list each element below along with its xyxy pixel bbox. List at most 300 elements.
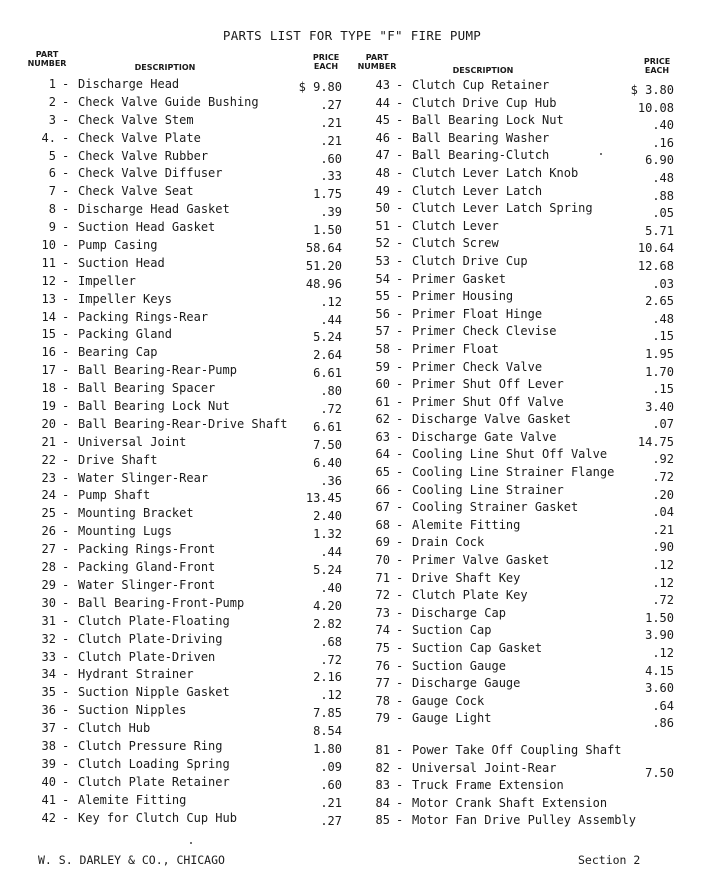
- part-price: 2.82: [313, 616, 342, 631]
- separator-dash: -: [62, 542, 70, 557]
- separator-dash: -: [62, 685, 70, 700]
- part-row: [20, 380, 350, 398]
- separator-dash: -: [62, 363, 70, 378]
- part-description: Clutch Plate Key: [412, 588, 528, 603]
- part-price: 1.50: [645, 610, 674, 625]
- part-description: Drive Shaft Key: [412, 570, 521, 585]
- part-price: .12: [652, 646, 674, 660]
- part-row: [20, 487, 350, 505]
- part-description: Primer Gasket: [412, 271, 506, 286]
- part-row: [20, 738, 350, 756]
- part-row: [20, 774, 350, 792]
- separator-dash: -: [62, 309, 70, 324]
- part-description: Check Valve Rubber: [78, 148, 209, 163]
- part-description: Discharge Gate Valve: [412, 429, 557, 444]
- part-number: 28: [41, 560, 56, 575]
- part-row: [368, 147, 680, 168]
- part-price: .12: [652, 558, 674, 573]
- separator-dash: -: [396, 148, 404, 163]
- part-row: [368, 587, 680, 608]
- separator-dash: -: [62, 577, 70, 592]
- part-description: Primer Check Valve: [412, 359, 543, 374]
- part-price: .48: [652, 170, 674, 185]
- part-price: .72: [652, 593, 674, 608]
- part-number: 30: [41, 595, 56, 610]
- separator-dash: -: [62, 649, 70, 664]
- separator-dash: -: [396, 377, 404, 392]
- part-row: [368, 271, 680, 289]
- part-row: [368, 253, 680, 271]
- part-price: 6.90: [645, 153, 674, 168]
- separator-dash: -: [62, 434, 70, 449]
- separator-dash: -: [62, 130, 70, 145]
- separator-dash: -: [62, 613, 70, 628]
- part-number: 52: [375, 236, 390, 251]
- part-row: [20, 666, 350, 684]
- part-price: 2.64: [313, 348, 342, 363]
- part-number: 18: [41, 381, 56, 396]
- part-price: .44: [320, 312, 342, 327]
- part-number: 85: [375, 813, 390, 828]
- part-number: 25: [41, 506, 56, 521]
- part-row: [368, 112, 680, 133]
- part-description: Packing Gland: [78, 327, 172, 342]
- separator-dash: -: [62, 166, 70, 181]
- part-description: Clutch Plate-Driving: [78, 631, 223, 646]
- part-description: Ball Bearing-Rear-Drive Shaft: [78, 416, 288, 431]
- part-number: 55: [375, 289, 390, 304]
- part-description: Water Slinger-Rear: [78, 470, 209, 485]
- part-number: 56: [375, 306, 390, 321]
- separator-dash: -: [62, 774, 70, 789]
- price-header-right: PRICE EACH: [643, 57, 671, 75]
- separator-dash: -: [62, 291, 70, 306]
- separator-dash: -: [62, 470, 70, 485]
- part-row: [368, 411, 680, 432]
- separator-dash: -: [396, 306, 404, 321]
- part-description: Clutch Cup Retainer: [412, 78, 550, 92]
- part-number: 48: [375, 165, 390, 180]
- part-price: .15: [652, 329, 674, 344]
- separator-dash: -: [396, 253, 404, 268]
- separator-dash: -: [396, 183, 404, 198]
- part-description: Clutch Plate-Driven: [78, 649, 216, 664]
- part-description: Key for Clutch Cup Hub: [78, 810, 237, 825]
- separator-dash: -: [396, 447, 404, 462]
- part-row: [368, 570, 680, 588]
- part-row: [20, 94, 350, 112]
- separator-dash: -: [62, 810, 70, 825]
- part-description: Check Valve Diffuser: [78, 166, 223, 181]
- part-description: Discharge Head: [78, 77, 180, 91]
- separator-dash: -: [62, 255, 70, 270]
- part-row: [368, 394, 680, 412]
- part-description: Check Valve Plate: [78, 130, 201, 145]
- part-description: Primer Housing: [412, 289, 514, 304]
- part-description: Packing Rings-Front: [78, 542, 216, 557]
- part-row: [20, 76, 350, 94]
- part-description: Impeller: [78, 273, 136, 288]
- separator-dash: -: [396, 201, 404, 216]
- separator-dash: -: [62, 631, 70, 646]
- part-number: 75: [375, 641, 390, 655]
- part-price: 3.40: [645, 399, 674, 414]
- part-price: 1.50: [313, 223, 342, 238]
- separator-dash: -: [62, 792, 70, 807]
- part-row: [368, 341, 680, 359]
- part-description: Discharge Head Gasket: [78, 202, 230, 217]
- part-row: [20, 810, 350, 828]
- footer-section: Section 2: [578, 853, 641, 867]
- part-description: Alemite Fitting: [412, 517, 521, 532]
- part-price: 4.15: [645, 663, 674, 678]
- part-row: [20, 416, 350, 434]
- part-number: 3: [48, 112, 56, 127]
- separator-dash: -: [396, 78, 404, 92]
- part-price: .40: [652, 118, 674, 133]
- ink-speck: [190, 842, 192, 844]
- separator-dash: -: [396, 742, 404, 757]
- part-row: [368, 288, 680, 309]
- part-price: .21: [320, 133, 342, 148]
- part-description: Primer Check Clevise: [412, 324, 557, 339]
- part-row: [20, 183, 350, 201]
- part-number: 8: [48, 202, 56, 217]
- part-price: 13.45: [305, 491, 342, 506]
- part-description: Clutch Pressure Ring: [78, 738, 223, 753]
- part-price: .72: [320, 652, 342, 667]
- part-price: .07: [652, 417, 674, 432]
- part-row: [368, 812, 680, 830]
- part-description: Impeller Keys: [78, 291, 172, 306]
- part-number-header-right: PART NUMBER: [357, 53, 397, 71]
- part-description: Suction Cap Gasket: [412, 641, 543, 655]
- part-row: [368, 376, 680, 397]
- separator-dash: -: [396, 623, 404, 638]
- part-number: 35: [41, 685, 56, 700]
- part-price: 7.50: [645, 765, 674, 780]
- part-row: [368, 95, 680, 113]
- separator-dash: -: [396, 676, 404, 691]
- part-description: Primer Float Hinge: [412, 306, 543, 321]
- part-number: 46: [375, 130, 390, 145]
- separator-dash: -: [396, 289, 404, 304]
- part-number: 53: [375, 253, 390, 268]
- part-number: 32: [41, 631, 56, 646]
- separator-dash: -: [62, 488, 70, 503]
- part-number: 72: [375, 588, 390, 603]
- part-number: 23: [41, 470, 56, 485]
- separator-dash: -: [396, 95, 404, 110]
- part-number: 71: [375, 570, 390, 585]
- part-price: .12: [320, 294, 342, 309]
- separator-dash: -: [396, 795, 404, 810]
- separator-dash: -: [396, 641, 404, 655]
- part-description: Clutch Plate Retainer: [78, 774, 230, 789]
- part-number: 37: [41, 721, 56, 736]
- separator-dash: -: [62, 738, 70, 753]
- part-number: 9: [48, 220, 56, 235]
- part-number: 60: [375, 377, 390, 392]
- separator-dash: -: [396, 271, 404, 286]
- part-row: [20, 505, 350, 523]
- part-price: .12: [320, 688, 342, 703]
- part-number: 20: [41, 416, 56, 431]
- part-row: [20, 684, 350, 702]
- separator-dash: -: [62, 202, 70, 217]
- part-row: [20, 595, 350, 613]
- part-description: Alemite Fitting: [78, 792, 187, 807]
- separator-dash: -: [396, 778, 404, 793]
- part-row: [20, 201, 350, 219]
- part-price: .36: [320, 473, 342, 488]
- part-row: [20, 720, 350, 738]
- page-title: PARTS LIST FOR TYPE "F" FIRE PUMP: [222, 28, 482, 43]
- part-description: Clutch Drive Cup: [412, 253, 528, 268]
- part-description: Ball Bearing-Rear-Pump: [78, 363, 237, 378]
- part-row: [20, 130, 350, 148]
- separator-dash: -: [396, 693, 404, 708]
- part-number: 79: [375, 711, 390, 726]
- part-number: 6: [48, 166, 56, 181]
- part-price: .60: [320, 777, 342, 792]
- part-row: [368, 742, 680, 760]
- separator-dash: -: [396, 553, 404, 568]
- part-number: 38: [41, 738, 56, 753]
- part-number: 7: [48, 184, 56, 199]
- part-price: .88: [652, 188, 674, 203]
- part-description: Hydrant Strainer: [78, 667, 194, 682]
- part-price: .92: [652, 452, 674, 467]
- part-description: Discharge Cap: [412, 605, 506, 620]
- part-row: [20, 631, 350, 649]
- part-row: [20, 559, 350, 577]
- separator-dash: -: [396, 341, 404, 356]
- part-price: .21: [652, 522, 674, 537]
- part-description: Ball Bearing-Clutch: [412, 148, 550, 163]
- part-description: Clutch Plate-Floating: [78, 613, 230, 628]
- part-number: 33: [41, 649, 56, 664]
- part-number: 59: [375, 359, 390, 374]
- part-description: Packing Rings-Rear: [78, 309, 209, 324]
- part-price: $ 9.80: [298, 80, 342, 94]
- separator-dash: -: [396, 517, 404, 532]
- part-row: [368, 534, 680, 555]
- part-row: [368, 640, 680, 658]
- separator-dash: -: [62, 506, 70, 521]
- separator-dash: -: [396, 394, 404, 409]
- part-number: 44: [375, 95, 390, 110]
- separator-dash: -: [396, 324, 404, 339]
- part-number: 76: [375, 658, 390, 673]
- part-row: [20, 523, 350, 541]
- part-row: [368, 710, 680, 731]
- part-number: 36: [41, 703, 56, 718]
- separator-dash: -: [62, 238, 70, 253]
- part-price: .68: [320, 634, 342, 649]
- part-row: [20, 255, 350, 273]
- part-price: .64: [652, 698, 674, 713]
- part-description: Suction Cap: [412, 623, 492, 638]
- part-number: 45: [375, 113, 390, 128]
- separator-dash: -: [62, 524, 70, 539]
- separator-dash: -: [62, 399, 70, 414]
- part-description: Cooling Line Strainer: [412, 482, 564, 497]
- part-number: 13: [41, 291, 56, 306]
- part-row: [368, 552, 680, 573]
- part-description: Universal Joint-Rear: [412, 760, 557, 775]
- part-description: Power Take Off Coupling Shaft: [412, 742, 622, 757]
- part-row: [20, 649, 350, 667]
- separator-dash: -: [62, 184, 70, 199]
- part-number: 2: [48, 94, 56, 109]
- part-number: 10: [41, 238, 56, 253]
- part-number: 61: [375, 394, 390, 409]
- part-row: [368, 760, 680, 778]
- part-number: 54: [375, 271, 390, 286]
- part-description: Suction Nipples: [78, 703, 187, 718]
- part-description: Truck Frame Extension: [412, 778, 564, 793]
- part-number: 4.: [41, 130, 56, 145]
- part-number: 27: [41, 542, 56, 557]
- part-price: .60: [320, 151, 342, 166]
- part-price: .33: [320, 169, 342, 184]
- part-row: [20, 273, 350, 291]
- part-row: [20, 362, 350, 380]
- part-number: 40: [41, 774, 56, 789]
- part-description: Suction Head Gasket: [78, 220, 216, 235]
- part-row: [20, 756, 350, 774]
- part-price: 5.24: [313, 330, 342, 345]
- part-description: Universal Joint: [78, 434, 187, 449]
- separator-dash: -: [396, 482, 404, 497]
- part-price: 48.96: [305, 276, 342, 291]
- part-number: 1: [48, 77, 56, 91]
- part-price: .40: [320, 580, 342, 595]
- part-number: 19: [41, 399, 56, 414]
- part-number: 22: [41, 452, 56, 467]
- part-row: [20, 326, 350, 344]
- part-price: .09: [320, 759, 342, 774]
- part-description: Ball Bearing Lock Nut: [412, 113, 564, 128]
- part-row: [368, 446, 680, 467]
- ink-speck: [600, 153, 602, 155]
- part-row: [368, 235, 680, 256]
- separator-dash: -: [396, 535, 404, 550]
- part-description: Motor Crank Shaft Extension: [412, 795, 608, 810]
- part-number: 63: [375, 429, 390, 444]
- separator-dash: -: [396, 711, 404, 726]
- part-description: Discharge Gauge: [412, 676, 521, 691]
- part-row: [368, 323, 680, 344]
- part-number-header-left: PART NUMBER: [27, 50, 67, 68]
- part-price: 1.70: [645, 364, 674, 379]
- part-row: [20, 702, 350, 720]
- part-description: Ball Bearing-Front-Pump: [78, 595, 245, 610]
- part-number: 51: [375, 218, 390, 233]
- part-row: [20, 792, 350, 810]
- separator-dash: -: [396, 588, 404, 603]
- part-row: [368, 306, 680, 324]
- separator-dash: -: [396, 605, 404, 620]
- part-row: [368, 429, 680, 447]
- part-description: Ball Bearing Washer: [412, 130, 550, 145]
- part-number: 82: [375, 760, 390, 775]
- part-price: $ 3.80: [630, 83, 674, 97]
- part-price: 1.75: [313, 187, 342, 202]
- separator-dash: -: [396, 570, 404, 585]
- part-description: Ball Bearing Lock Nut: [78, 399, 230, 414]
- separator-dash: -: [396, 500, 404, 515]
- part-number: 49: [375, 183, 390, 198]
- part-number: 58: [375, 341, 390, 356]
- separator-dash: -: [62, 381, 70, 396]
- part-row: [368, 795, 680, 813]
- part-number: 73: [375, 605, 390, 620]
- part-description: Discharge Valve Gasket: [412, 412, 571, 427]
- part-price: .20: [652, 487, 674, 502]
- part-number: 70: [375, 553, 390, 568]
- separator-dash: -: [396, 130, 404, 145]
- part-row: [20, 165, 350, 183]
- separator-dash: -: [396, 236, 404, 251]
- separator-dash: -: [396, 813, 404, 828]
- part-price: .03: [652, 276, 674, 291]
- separator-dash: -: [396, 760, 404, 775]
- description-header-left: DESCRIPTION: [134, 63, 196, 72]
- part-row: [368, 183, 680, 201]
- part-row: [20, 309, 350, 327]
- part-price: 7.85: [313, 706, 342, 721]
- part-row: [368, 482, 680, 500]
- separator-dash: -: [396, 218, 404, 233]
- part-price: .21: [320, 115, 342, 130]
- part-price: .72: [652, 470, 674, 485]
- part-row: [20, 237, 350, 255]
- separator-dash: -: [396, 165, 404, 180]
- part-description: Cooling Line Strainer Flange: [412, 465, 615, 480]
- part-price: 5.71: [645, 223, 674, 238]
- part-number: 31: [41, 613, 56, 628]
- part-description: Check Valve Guide Bushing: [78, 94, 259, 109]
- part-row: [20, 452, 350, 470]
- part-price: 1.80: [313, 741, 342, 756]
- footer-company: W. S. DARLEY & CO., CHICAGO: [38, 853, 225, 867]
- part-description: Pump Casing: [78, 238, 158, 253]
- part-row: [368, 200, 680, 221]
- part-row: [368, 359, 680, 377]
- part-row: [368, 499, 680, 520]
- separator-dash: -: [62, 345, 70, 360]
- part-row: [368, 165, 680, 183]
- part-description: Check Valve Seat: [78, 184, 194, 199]
- part-row: [368, 658, 680, 676]
- part-row: [368, 517, 680, 535]
- part-price: .04: [652, 505, 674, 520]
- separator-dash: -: [62, 327, 70, 342]
- part-number: 74: [375, 623, 390, 638]
- part-row: [20, 434, 350, 452]
- part-row: [368, 218, 680, 236]
- parts-list-right: [368, 77, 680, 830]
- part-number: 15: [41, 327, 56, 342]
- part-number: 29: [41, 577, 56, 592]
- part-price: 58.64: [305, 241, 342, 256]
- part-row: [368, 130, 680, 148]
- part-number: 17: [41, 363, 56, 378]
- part-description: Clutch Drive Cup Hub: [412, 95, 557, 110]
- part-price: .48: [652, 311, 674, 326]
